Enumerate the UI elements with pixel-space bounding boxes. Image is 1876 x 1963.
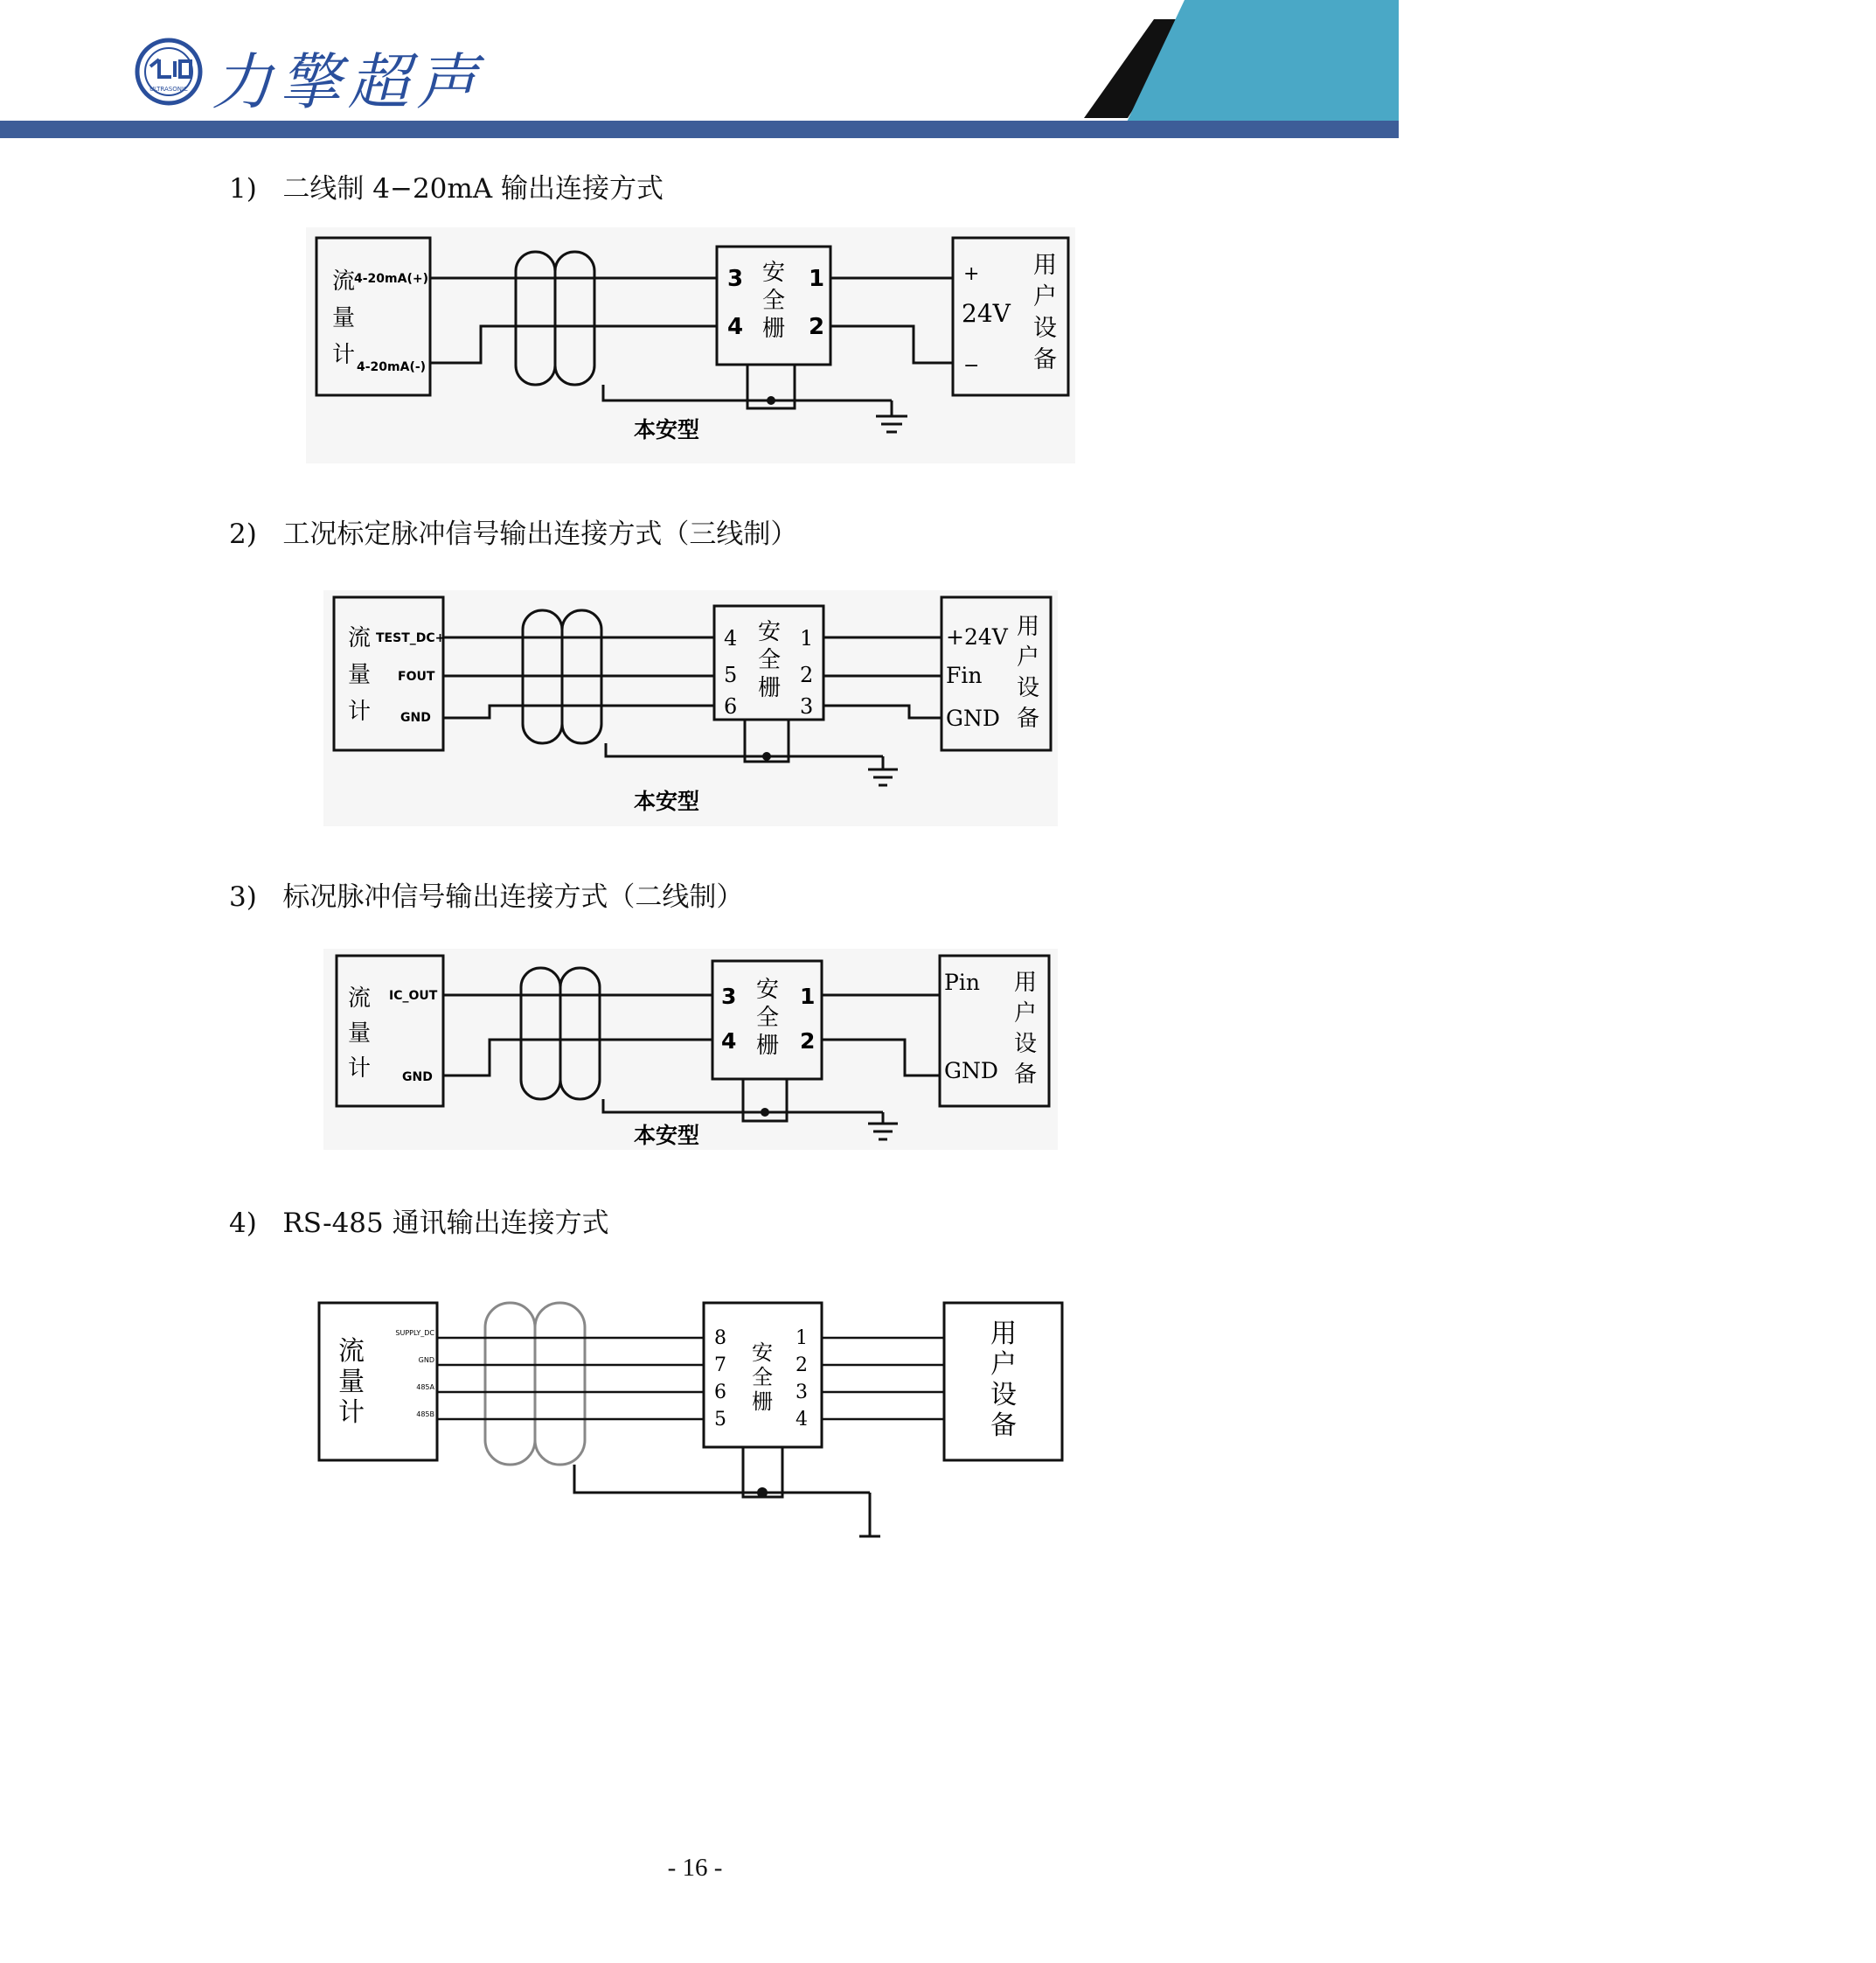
- barrier-pin: 1: [800, 626, 814, 651]
- barrier-pin: 6: [724, 694, 738, 719]
- logo-text: ULTRASONIC: [149, 86, 188, 93]
- user-device-label-3: 设: [1033, 315, 1057, 342]
- barrier-name-3: 栅: [756, 1033, 780, 1059]
- signal-label: FOUT: [398, 670, 435, 684]
- barrier-name-1: 安: [758, 619, 782, 645]
- user-device-label-4: 备: [1017, 706, 1040, 732]
- barrier-pin: 1: [796, 1327, 808, 1349]
- user-device-label-1: 用: [1033, 252, 1057, 279]
- flowmeter-label-1: 流: [338, 1336, 365, 1367]
- barrier-name-3: 栅: [752, 1389, 773, 1414]
- page-header: [0, 0, 1399, 140]
- signal-label-neg: 4-20mA(-): [357, 360, 427, 374]
- user-device-label-1: 用: [1017, 614, 1040, 640]
- barrier-pin: 4: [727, 314, 744, 340]
- section-number: 2): [229, 519, 257, 550]
- barrier-name-3: 栅: [762, 316, 786, 342]
- user-device-label-2: 户: [1017, 644, 1040, 671]
- device-terminal: GND: [946, 706, 1000, 731]
- barrier-name-2: 全: [762, 288, 786, 314]
- wiring-diagram-3: [323, 949, 1058, 1150]
- device-terminal: Pin: [944, 970, 980, 995]
- user-device-label-4: 备: [1014, 1062, 1038, 1088]
- user-device-label-4: 备: [990, 1410, 1017, 1441]
- company-logo: [137, 40, 200, 103]
- barrier-pin: 3: [721, 984, 737, 1009]
- signal-label: GND: [402, 1070, 433, 1084]
- user-device-label-3: 设: [1017, 675, 1040, 701]
- ground-symbol: [859, 1493, 880, 1536]
- signal-label: IC_OUT: [389, 989, 438, 1003]
- flowmeter-label-1: 流: [348, 625, 372, 651]
- user-device-label-1: 用: [1014, 970, 1038, 996]
- barrier-pin: 8: [714, 1327, 726, 1349]
- page-number: - 16 -: [667, 1854, 723, 1882]
- wiring-diagram-1: [306, 227, 1075, 463]
- signal-label: 485B: [416, 1410, 434, 1418]
- flowmeter-box: [319, 1303, 437, 1460]
- section-title: 工况标定脉冲信号输出连接方式（三线制）: [282, 519, 798, 550]
- section-title: 标况脉冲信号输出连接方式（二线制）: [282, 881, 744, 913]
- signal-label: TEST_DC+: [376, 631, 446, 645]
- barrier-pin: 1: [800, 984, 816, 1009]
- flowmeter-label-3: 计: [348, 1055, 372, 1082]
- section-heading-4: [229, 1201, 609, 1240]
- cable-shield-right: [535, 1303, 585, 1465]
- barrier-pin: 1: [809, 266, 825, 292]
- section-title: 二线制 4−20mA 输出连接方式: [282, 173, 664, 205]
- flowmeter-label-1: 流: [332, 268, 356, 295]
- barrier-name-1: 安: [762, 260, 786, 286]
- barrier-name-2: 全: [758, 647, 782, 673]
- section-heading-2: [229, 512, 797, 551]
- flowmeter-label-3: 计: [332, 342, 356, 368]
- user-device-label-1: 用: [990, 1319, 1017, 1349]
- diagram-caption: 本安型: [634, 789, 700, 814]
- barrier-pin: 2: [800, 663, 814, 687]
- device-terminal: +24V: [946, 624, 1008, 650]
- wiring-diagram-2: [323, 590, 1058, 826]
- section-title: RS-485 通讯输出连接方式: [282, 1208, 609, 1239]
- flowmeter-label-2: 量: [338, 1367, 365, 1397]
- user-device-label-3: 设: [1014, 1031, 1038, 1057]
- signal-label: 485A: [416, 1383, 434, 1391]
- device-terminal: Fin: [946, 663, 983, 688]
- signal-label: SUPPLY_DC: [395, 1329, 434, 1337]
- ground-wire: [574, 1465, 870, 1493]
- terminal-minus: −: [963, 355, 980, 377]
- barrier-pin: 2: [809, 314, 825, 340]
- barrier-pin: 4: [796, 1409, 808, 1430]
- barrier-pin: 6: [714, 1382, 726, 1403]
- barrier-pin: 3: [800, 694, 814, 719]
- terminal-plus: +: [963, 263, 980, 285]
- barrier-pin: 7: [714, 1354, 726, 1376]
- barrier-name-2: 全: [756, 1005, 780, 1031]
- signal-label: GND: [400, 711, 431, 725]
- section-number: 3): [229, 881, 257, 913]
- header-blue-bar: [0, 121, 1399, 138]
- user-device-label-2: 户: [1033, 283, 1057, 310]
- supply-voltage: 24V: [962, 299, 1011, 328]
- barrier-pin: 4: [724, 626, 738, 651]
- barrier-name-1: 安: [752, 1340, 773, 1365]
- user-device-label-2: 户: [1014, 1000, 1038, 1027]
- diagram-caption: 本安型: [634, 417, 700, 442]
- flowmeter-label-2: 量: [348, 662, 372, 688]
- wires-left: [437, 1338, 704, 1419]
- section-number: 4): [229, 1208, 257, 1239]
- section-heading-1: [229, 166, 664, 205]
- wiring-diagram-4: [310, 1290, 1080, 1543]
- barrier-pin: 2: [796, 1354, 808, 1376]
- section-number: 1): [229, 173, 257, 205]
- barrier-pin: 2: [800, 1028, 816, 1054]
- flowmeter-label-2: 量: [348, 1020, 372, 1047]
- barrier-name-3: 栅: [758, 675, 782, 701]
- barrier-name-2: 全: [752, 1365, 773, 1389]
- cable-shield-left: [485, 1303, 535, 1465]
- flowmeter-label-2: 量: [332, 305, 356, 331]
- barrier-name-1: 安: [756, 977, 780, 1003]
- flowmeter-label-1: 流: [348, 985, 372, 1012]
- header-graphic: [0, 0, 1399, 140]
- user-device-label-2: 户: [990, 1349, 1017, 1380]
- signal-label-pos: 4-20mA(+): [354, 272, 428, 286]
- barrier-pin: 3: [796, 1382, 808, 1403]
- user-device-label-4: 备: [1033, 346, 1057, 373]
- barrier-pin: 3: [727, 266, 744, 292]
- device-terminal: GND: [944, 1058, 998, 1083]
- diagram-caption: 本安型: [634, 1123, 700, 1148]
- flowmeter-label-3: 计: [338, 1397, 365, 1428]
- signal-label: GND: [418, 1356, 434, 1364]
- barrier-pin: 5: [724, 663, 738, 687]
- barrier-pin: 5: [714, 1409, 726, 1430]
- section-heading-3: [229, 874, 743, 914]
- brand-name: 力擎超声: [212, 46, 484, 118]
- wires-right: [822, 1338, 944, 1419]
- flowmeter-label-3: 计: [348, 699, 372, 725]
- user-device-label-3: 设: [990, 1380, 1017, 1410]
- barrier-pin: 4: [721, 1028, 737, 1054]
